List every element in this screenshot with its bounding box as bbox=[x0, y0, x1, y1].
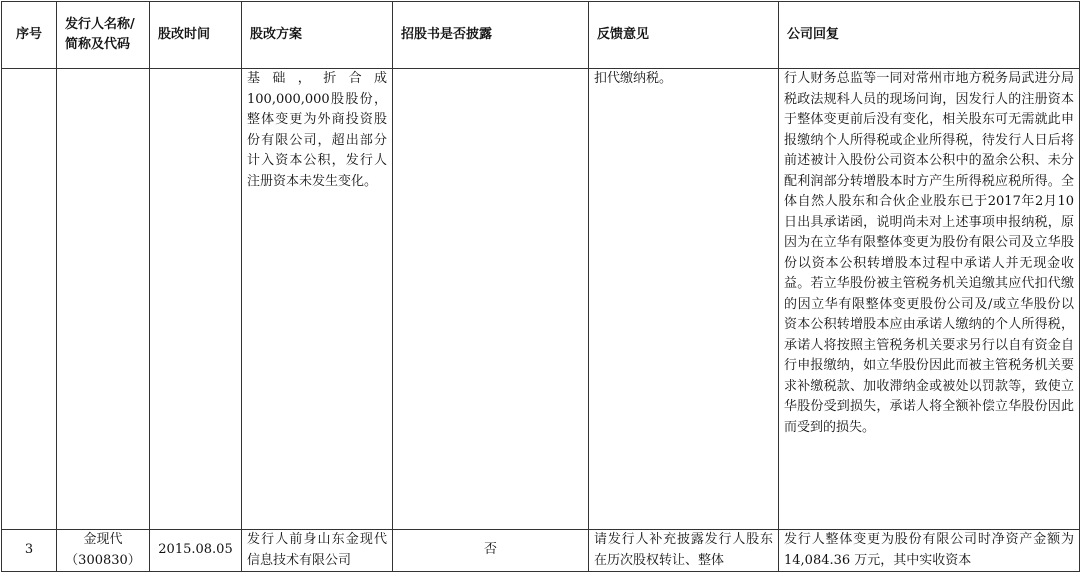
cell-reply: 行人财务总监等一同对常州市地方税务局武进分局税政法规科人员的现场问询，因发行人的注册资本于整体变更前后没有变化，相关股东可无需就此申报缴纳个人所得税或企业所得税，待发行人日后将前述被计入股份公司资本公积中的盈余公积、未分配利润部分转增股本时方产生所得税应税所得。全体自然人股东和合伙企业股东已于2017年2月10日出具承诺函，说明尚未对上述事项申报纳税，原因为在立华有限整体变更为股份有限公司及立华股份以资本公积转增股本过程中承诺人并无现金收益。若立华股份被主管税务机关追缴其应代扣代缴的因立华有限整体变更股份公司及/或立华股份以资本公积转增股本应由承诺人缴纳的个人所得税，承诺人将按照主管税务机关要求另行以自有资金自行申报缴纳，如立华股份因此而被主管税务机关要求补缴税款、加收滞纳金或被处以罚款等，致使立华股份受到损失，承诺人将全额补偿立华股份因此而受到的损失。 bbox=[779, 69, 1080, 530]
header-disclosed: 招股书是否披露 bbox=[393, 2, 589, 69]
header-seq: 序号 bbox=[2, 2, 57, 69]
cell-plan: 发行人前身山东金现代信息技术有限公司 bbox=[242, 530, 393, 572]
header-issuer: 发行人名称/简称及代码 bbox=[57, 2, 150, 69]
cell-disclosed: 否 bbox=[393, 530, 589, 572]
cell-feedback: 请发行人补充披露发行人股东在历次股权转让、整体 bbox=[589, 530, 779, 572]
table-row bbox=[2, 530, 1080, 572]
cell-reform-time: 2015.08.05 bbox=[150, 530, 242, 572]
issuer-name: 金现代 bbox=[83, 532, 123, 547]
cell-reply: 发行人整体变更为股份有限公司时净资产金额为 14,084.36 万元，其中实收资本 bbox=[779, 530, 1080, 572]
cell-feedback: 扣代缴纳税。 bbox=[589, 69, 779, 530]
header-plan: 股改方案 bbox=[242, 2, 393, 69]
cell-plan: 基础，折合成100,000,000股股份，整体变更为外商投资股份有限公司，超出部分计入资本公积，发行人注册资本未发生变化。 bbox=[242, 69, 393, 530]
cell-issuer bbox=[57, 530, 150, 572]
cell-reform-time bbox=[150, 69, 242, 530]
cell-disclosed bbox=[393, 69, 589, 530]
cell-issuer bbox=[57, 69, 150, 530]
seq-number: 3 bbox=[24, 542, 34, 558]
table-row bbox=[2, 69, 1080, 530]
cell-seq bbox=[2, 530, 57, 572]
issuer-code: （300830） bbox=[65, 552, 141, 568]
header-row bbox=[2, 2, 1080, 69]
header-reform-time: 股改时间 bbox=[150, 2, 242, 69]
cell-seq bbox=[2, 69, 57, 530]
header-reply: 公司回复 bbox=[779, 2, 1080, 69]
ipo-reform-table bbox=[1, 1, 1080, 572]
header-feedback: 反馈意见 bbox=[589, 2, 779, 69]
